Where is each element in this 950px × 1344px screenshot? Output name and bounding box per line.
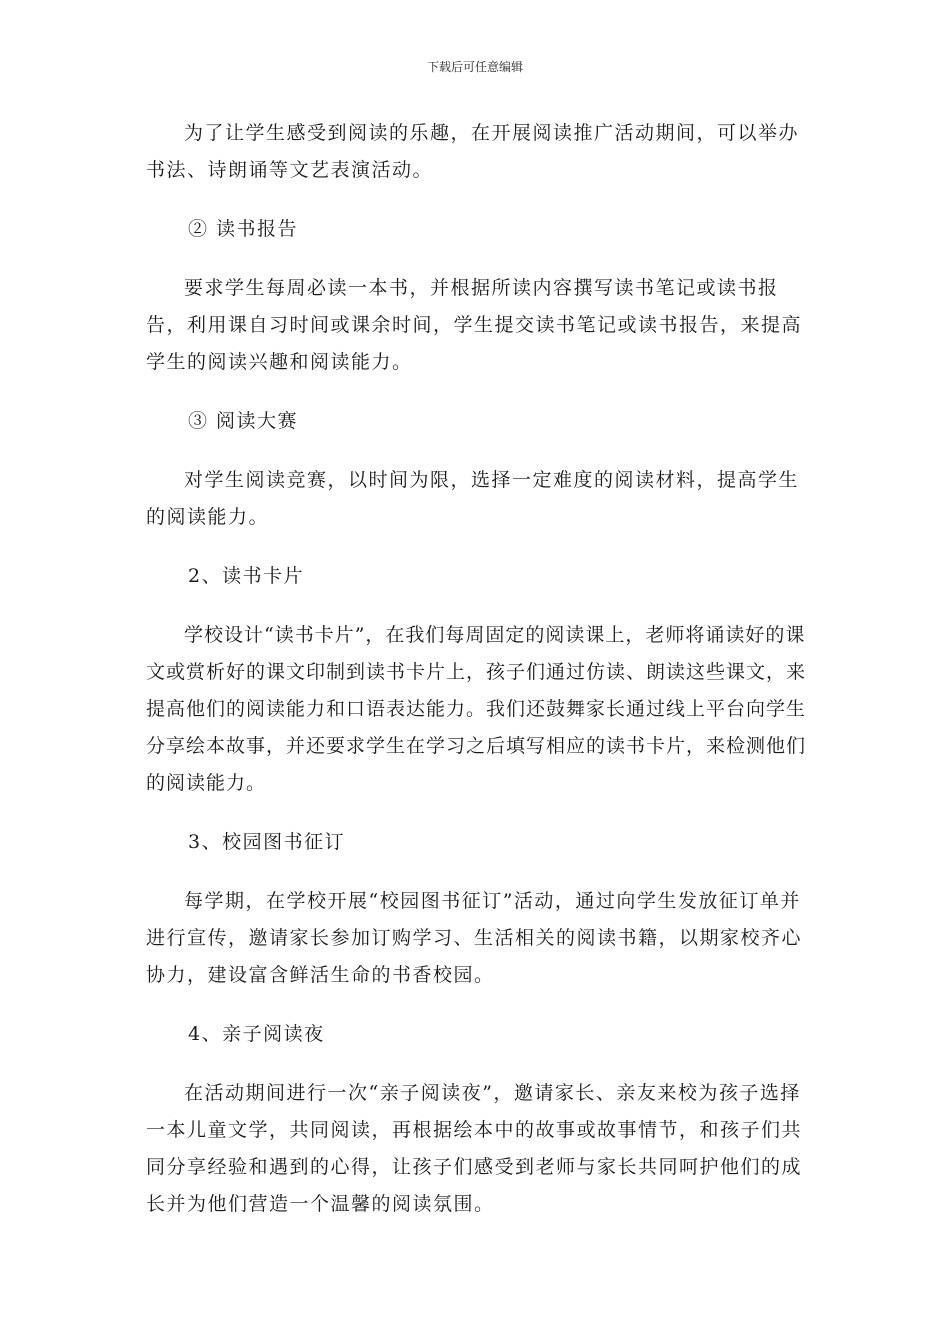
heading-parent-child-night: 4、亲子阅读夜 <box>188 1023 325 1045</box>
paragraph-book-subscription: 每学期，在学校开展“校园图书征订”活动，通过向学生发放征订单并进行宣传，邀请家长参加订购学习、生活相关的阅读书籍，以期家校齐心协力，建设富含鲜活生命的书香校园。 <box>146 890 803 986</box>
paragraph-reading-cards: 学校设计“读书卡片”，在我们每周固定的阅读课上，老师将诵读好的课文或赏析好的课文印制到读书卡片上，孩子们通过仿读、朗读这些课文，来提高他们的阅读能力和口语表达能力。我们还鼓舞家长通过线上平台向学生分享绘本故事，并还要求学生在学习之后填写相应的读书卡片，来检测他们的阅读能力。 <box>146 624 807 794</box>
document-body <box>146 115 816 1245</box>
paragraph-performance-activities: 为了让学生感受到阅读的乐趣，在开展阅读推广活动期间，可以举办书法、诗朗诵等文艺表演活动。 <box>146 122 800 181</box>
paragraph-reading-report: 要求学生每周必读一本书，并根据所读内容撰写读书笔记或读书报告，利用课自习时间或课余时间，学生提交读书笔记或读书报告，来提高学生的阅读兴趣和阅读能力。 <box>146 277 803 373</box>
heading-reading-contest: ③ 阅读大赛 <box>188 410 299 432</box>
page-header: 下载后可任意编辑 <box>426 60 523 74</box>
heading-reading-report: ② 读书报告 <box>188 218 299 240</box>
heading-reading-cards: 2、读书卡片 <box>188 565 305 587</box>
paragraph-parent-child-night: 在活动期间进行一次“亲子阅读夜”，邀请家长、亲友来校为孩子选择一本儿童文学，共同阅读，再根据绘本中的故事或故事情节，和孩子们共同分享经验和遇到的心得，让孩子们感受到老师与家长共同呵护他们的成长并为他们营造一个温馨的阅读氛围。 <box>146 1082 803 1215</box>
paragraph-reading-contest: 对学生阅读竞赛，以时间为限，选择一定难度的阅读材料，提高学生的阅读能力。 <box>146 469 800 528</box>
heading-book-subscription: 3、校园图书征订 <box>188 831 346 853</box>
